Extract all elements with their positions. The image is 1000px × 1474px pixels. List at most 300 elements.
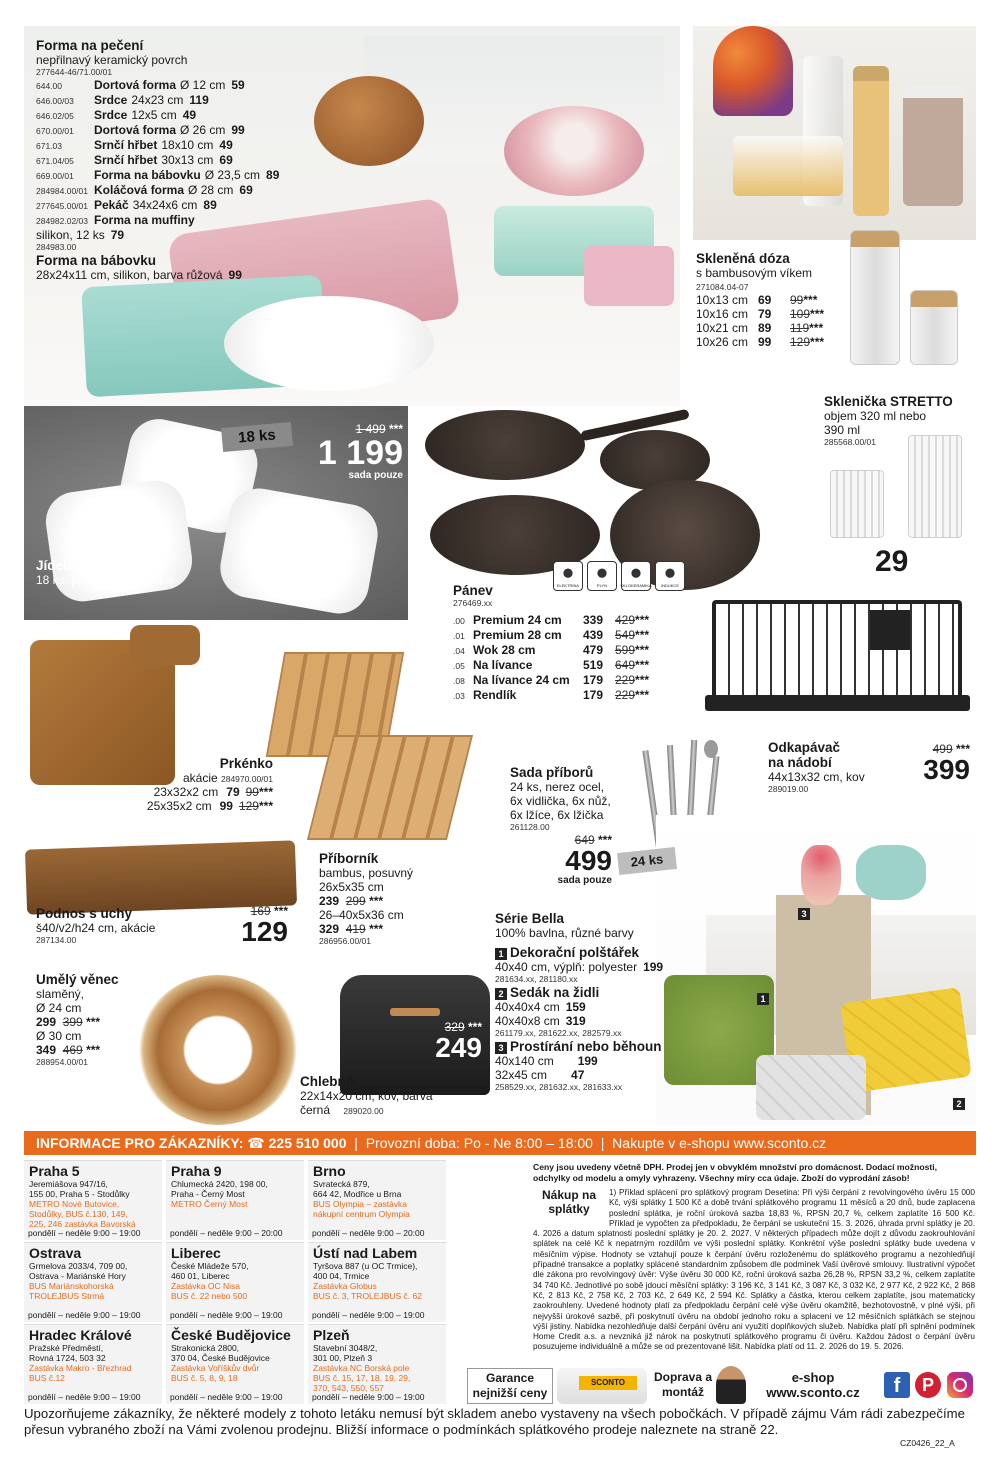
wreath-size-2: Ø 30 cm	[36, 1029, 82, 1043]
store-address-line: METRO Černý Most	[171, 1199, 248, 1209]
organizer-l3: 26–40x5x36 cm	[319, 908, 404, 922]
store-name: Praha 9	[171, 1163, 222, 1179]
organizer-code: 286956.00/01	[319, 936, 371, 946]
bella-badge-2: 2	[495, 988, 507, 1000]
baking-subtitle: nepřilnavý keramický povrch	[36, 53, 188, 67]
bella-title: Série Bella	[495, 911, 565, 926]
baking-row-name: Pekáč	[94, 198, 129, 212]
store-name: Ústí nad Labem	[313, 1245, 418, 1261]
store-name: České Budějovice	[171, 1327, 291, 1343]
board-rows	[123, 785, 273, 813]
board-block	[123, 756, 273, 813]
organizer-block: Příborník bambus, posuvný 26x5x35 cm 239 299 *** 26–40x5x36 cm 329 419 *** 286956.00/01	[319, 851, 499, 947]
baking-row-code: 284984.00/01	[36, 186, 88, 196]
instagram-icon[interactable]	[947, 1372, 973, 1398]
bella-block	[495, 911, 695, 1093]
baking-row-price: 89	[203, 198, 217, 212]
rack-price-block: 499 *** 399	[880, 742, 970, 784]
bella-item-2-line-1: 40x40x4 cm	[495, 1000, 560, 1014]
baking-row-price: 99	[231, 123, 245, 137]
pan-row-stars: ***	[635, 658, 650, 672]
tray-old-price: 169	[250, 904, 271, 918]
bella-photo	[656, 815, 976, 1125]
store-card	[24, 1242, 162, 1322]
store-name: Liberec	[171, 1245, 221, 1261]
plates-code: 283675.00	[134, 576, 175, 586]
store-address-line: BUS č. 22 nebo 500	[171, 1291, 248, 1301]
board-title: Prkénko	[219, 756, 273, 771]
pan-row-old: 229	[615, 673, 636, 687]
info-phone[interactable]: 225 510 000	[268, 1135, 347, 1151]
grey-cushion	[756, 1055, 866, 1120]
baking-row-price: 89	[266, 168, 280, 182]
cutlery-price: 499	[565, 845, 612, 876]
store-address-line: Zastávka OC Nisa	[171, 1281, 240, 1291]
facebook-icon[interactable]: f	[884, 1372, 910, 1398]
bella-item-2-price-1: 159	[565, 1000, 586, 1014]
store-address-line: Zastávka Globus	[313, 1281, 377, 1291]
baking-row-name: Srnčí hřbet	[94, 138, 158, 152]
baking-row-name: Srdce	[94, 108, 128, 122]
jar-row-old: 129	[790, 335, 811, 349]
baking-row	[36, 138, 336, 153]
store-name: Brno	[313, 1163, 346, 1179]
breadbox-price: 249	[435, 1032, 482, 1063]
baking-row-code: 646.00/03	[36, 96, 74, 106]
baking-row-name: Dortová forma	[94, 123, 177, 137]
baking-row-code: 284982.02/03	[36, 216, 88, 226]
store-address-line: BUS č.12	[29, 1373, 65, 1383]
plates-pouze: sada pouze	[348, 470, 403, 481]
wreath-price-1: 299	[36, 1015, 57, 1029]
wreath-old-2: 469	[62, 1043, 83, 1057]
doprava-text: Doprava a montáž	[653, 1370, 713, 1399]
pan-row	[453, 628, 683, 643]
baking-row-name: Forma na bábovku	[94, 168, 201, 182]
store-hours: pondělí – neděle 9:00 – 19:00	[28, 1392, 141, 1402]
cutlery-title: Sada příborů	[510, 765, 594, 780]
silicone-muffin	[584, 246, 674, 306]
store-address-line: Svratecká 879,	[313, 1179, 370, 1189]
baking-code: 277644-46/71.00/01	[36, 67, 113, 77]
cutlery-pouze: sada pouze	[557, 875, 612, 886]
jar-row-stars: ***	[810, 307, 825, 321]
muffin-plate	[224, 296, 434, 391]
store-address-line: METRO Nové Butovice,	[29, 1199, 120, 1209]
store-card	[308, 1242, 446, 1322]
store-address-line: Tyršova 887 (u OC Trmice),	[313, 1261, 418, 1271]
store-card	[308, 1324, 446, 1404]
store-address-line: Grmelova 2033/4, 709 00,	[29, 1261, 128, 1271]
jar-tall	[850, 230, 900, 365]
jar-photo	[693, 26, 976, 240]
bella-item-3-price-1: 199	[577, 1054, 598, 1068]
pan-row-stars: ***	[635, 643, 650, 657]
bella-photo-badge-3: 3	[798, 908, 810, 920]
glass-code: 285568.00/01	[824, 437, 876, 447]
jar-row-price: 69	[758, 293, 772, 307]
store-name: Praha 5	[29, 1163, 80, 1179]
baking-row-price: 69	[239, 183, 253, 197]
info-hours: Provozní doba: Po - Ne 8:00 – 18:00	[365, 1135, 593, 1151]
pan-row-name: Rendlík	[473, 688, 517, 702]
store-card	[308, 1160, 446, 1240]
cooktop-icon-label: SKLOKERAMIKA	[620, 583, 652, 588]
pinterest-icon[interactable]: P	[915, 1372, 941, 1398]
organizer-l2: 26x5x35 cm	[319, 880, 384, 894]
store-address-line: 155 00, Praha 5 - Stodůlky	[29, 1189, 130, 1199]
bella-item-1-code: 281634.xx, 281180.xx	[495, 974, 578, 984]
store-address-line: BUS č. 15, 17, 18, 19, 29,	[313, 1373, 411, 1383]
store-address-line: České Mládeže 570,	[171, 1261, 249, 1271]
board-row-old: 99	[245, 785, 259, 799]
pan-row-name: Na lívance	[473, 658, 533, 672]
bella-item-2-line-2: 40x40x8 cm	[495, 1014, 560, 1028]
store-address-line: Rovná 1724, 503 32	[29, 1353, 106, 1363]
bundt-mold	[504, 106, 644, 196]
bella-photo-badge-2: 2	[953, 1098, 965, 1110]
organizer-old-1: 299	[345, 894, 366, 908]
bella-item-2-title: Sedák na židli	[510, 985, 600, 1000]
page-code: CZ0426_22_A	[900, 1438, 955, 1448]
store-address-line: 301 00, Plzeň 3	[313, 1353, 373, 1363]
pan-row-price: 179	[583, 688, 604, 702]
pan-row-price: 339	[583, 613, 604, 627]
baking-row-price: 59	[231, 78, 245, 92]
pan-row-code: .04	[453, 646, 465, 656]
baking-row-code: 277645.00/01	[36, 201, 88, 211]
teapot	[856, 845, 926, 900]
legal-top: Ceny jsou uvedeny včetně DPH. Prodej jen v obvyklém množství pro domácnost. Dodací možnosti, odchylky od modelu a omyly vyhrazeny. Všechny míry cca údaje. Zboží do vyprodání zásob!	[533, 1162, 937, 1183]
store-address-line: 370 04, České Budějovice	[171, 1353, 270, 1363]
baking-row-code: 644.00	[36, 81, 62, 91]
rack-code: 289019.00	[768, 784, 809, 794]
pan-row-code: .08	[453, 676, 465, 686]
store-card	[166, 1324, 304, 1404]
jar-row-size: 10x16 cm	[696, 307, 749, 321]
store-hours: pondělí – neděle 9:00 – 19:00	[170, 1392, 283, 1402]
bella-item-3-line-2: 32x45 cm	[495, 1068, 548, 1082]
breadbox-l2: černá	[300, 1103, 331, 1117]
pan-code: 276469.xx	[453, 598, 493, 608]
store-address-line: 460 01, Liberec	[171, 1271, 230, 1281]
store-address-line: Zastávka NC Borská pole	[313, 1363, 410, 1373]
baking-row-code: 669.00/01	[36, 171, 74, 181]
rack-sub: 44x13x32 cm, kov	[768, 770, 865, 784]
pan-row-stars: ***	[635, 688, 650, 702]
breadbox-block	[300, 1074, 490, 1117]
babovka-name: Forma na bábovku	[36, 253, 157, 268]
plates-price: 1 199	[317, 434, 403, 472]
store-address-line: Praha - Černý Most	[171, 1189, 245, 1199]
breadbox-code: 289020.00	[343, 1106, 384, 1116]
phone-icon: ☎	[247, 1135, 265, 1151]
jar-row-price: 89	[758, 321, 772, 335]
bella-item-2-code: 261179.xx, 281622.xx, 282579.xx	[495, 1028, 622, 1038]
breadbox-old-price: 329	[444, 1020, 465, 1034]
babovka-spec: 28x24x11 cm, silikon, barva růžová 99	[36, 268, 242, 282]
baking-row	[36, 213, 336, 228]
bella-item-2-price-2: 319	[565, 1014, 586, 1028]
rack-old-price: 499	[932, 742, 953, 756]
jar-row-stars: ***	[809, 321, 824, 335]
garance-box: Garance nejnižší ceny	[467, 1368, 553, 1404]
organizer-price-2: 329	[319, 922, 340, 936]
store-hours: pondělí – neděle 9:00 – 19:00	[312, 1310, 425, 1320]
installment-heading: Nákup na splátky	[541, 1188, 596, 1216]
board-row	[123, 785, 273, 799]
breadbox-l1: 22x14x20 cm, kov, barva	[300, 1089, 433, 1103]
bella-item-1-title: Dekorační polštářek	[510, 945, 640, 960]
pan-row-code: .03	[453, 691, 465, 701]
pan-row-stars: ***	[635, 613, 650, 627]
jar-row-size: 10x13 cm	[696, 293, 749, 307]
pan-row-name: Premium 24 cm	[473, 613, 562, 627]
pan-row-code: .05	[453, 661, 465, 671]
store-address-line: TROLEJBUS Strmá	[29, 1291, 105, 1301]
jar-short	[910, 290, 958, 365]
jar-row-size: 10x26 cm	[696, 335, 749, 349]
store-address-line: 400 04, Trmice	[313, 1271, 370, 1281]
info-label: INFORMACE PRO ZÁKAZNÍKY:	[36, 1135, 244, 1151]
legal-body: 1) Příklad splácení pro splátkový program Desetina: Při výši čerpání z revolvingového úvěru 15 000 Kč, výši splátky 1 500 Kč a době trvání splátkového programu 11 měsíců a 20 dnů, bude zaplacena poslední splátka, je roční úroková sazba 18,83 %, RPSN 20,7 %, celkem zaplatíte 16 500 Kč. Příklad je vypočten za předpokladu, že čerpání se uskuteční 15. 3. 2026, úhrada první splátky je 20. 4. 2026 a datum splatnosti poslední splátky je 20. 2. 2027. V některých případech může dojít z důvodu zaokrouhlování splátek na celé Kč k nepatrným rozdílům ve výši poslední splátky. Konkrétní výše poslední splátky bude uvedena v měsíčním výpise. Hodnoty se vztahují pouze k čerpání úvěru rozloženému do splátkového programu a nezohledňují případné transakce a poplatky splácené standardním způsobem dle podmínek Vaší úvěrové smlouvy. Ilustrativní výpočet dle zákona pro revolvingový úvěr: Výše úvěru 30 000 Kč, roční úroková sazba 26,28 %, RPSN 33,2 %, celkem zaplatíte 34 740 Kč. Jednotlivé po sobě jdoucí měsíční splátky: 3 196 Kč, 3 141 Kč, 3 087 Kč, 3 032 Kč, 2 977 Kč, 2 922 Kč, 2 868 Kč, 2 813 Kč, 2 758 Kč, 2 703 Kč, 2 649 Kč, 2 594 Kč. Splátky a částka, kterou celkem zaplatíte, jsou matematicky zaokrouhleny. Uvedené hodnoty platí za předpokladu čerpání celé výše úvěru okamžitě, bezhotovostně, v plné výši, při nejvyšší úrokové sazbě, při poskytnutí úvěru na období jednoho roku a splacení ve 12 měsíčních splátkách se stejnou výší jistiny. Nabídka nezohledňuje další čerpání úvěru ani využití doplňkových služeb. Nabídka platí při splnění podmínek Home Credit a.s. a nevzniká již nárok na poskytnutí splátkového programu či úvěru. Každou žádost o čerpání úvěru posuzujeme individuálně a může se od prezentované lišit. Nabídka platí od 11. 2. 2026 do 19. 5. 2026.	[533, 1188, 975, 1352]
bella-photo-badge-1: 1	[757, 993, 769, 1005]
pan-row-code: .00	[453, 616, 465, 626]
baking-row-spec: 34x24x6 cm	[132, 198, 198, 212]
wreath-old-1: 399	[62, 1015, 83, 1029]
wreath-code: 288954.00/01	[36, 1057, 88, 1067]
baking-row-code: 670.00/01	[36, 126, 74, 136]
dish-rack	[712, 600, 962, 710]
pan-row-old: 549	[615, 628, 636, 642]
jar-row-price: 79	[758, 307, 772, 321]
pan-row-old: 649	[615, 658, 636, 672]
organizer-l1: bambus, posuvný	[319, 866, 414, 880]
store-address-line: Zastávka Voříškův dvůr	[171, 1363, 260, 1373]
pan-row-code: .01	[453, 631, 465, 641]
jar-row-old: 99	[790, 293, 804, 307]
store-address-line: BUS Olympia – zastávka	[313, 1199, 408, 1209]
plates-sub: 18 ks, porcelán	[36, 573, 118, 587]
baking-row	[36, 168, 336, 183]
rack-title2: na nádobí	[768, 755, 832, 770]
wreath-block: Umělý věnec slaměný, Ø 24 cm 299 399 *** Ø 30 cm 349 469 *** 288954.00/01	[36, 972, 156, 1068]
pink-vase	[801, 845, 841, 905]
eshop-block[interactable]	[752, 1370, 874, 1400]
store-address-line: BUS č. 3, TROLEJBUS č. 62	[313, 1291, 422, 1301]
glass-price: 29	[875, 545, 909, 578]
jar-row	[696, 321, 846, 335]
baking-row-name: Koláčová forma	[94, 183, 185, 197]
wreath	[138, 975, 298, 1125]
tray-sub: š40/v2/h24 cm, akácie	[36, 921, 156, 935]
baking-row-spec: 24x23 cm	[131, 93, 184, 107]
store-address-line: Stavební 3048/2,	[313, 1343, 378, 1353]
jar-rows	[696, 293, 846, 349]
store-hours: pondělí – neděle 9:00 – 19:00	[28, 1228, 141, 1238]
store-address-line: Stodůlky, BUS č.130, 149,	[29, 1209, 128, 1219]
plates-price-block: 1 499 *** 1 199 sada pouze	[298, 422, 403, 481]
bella-item-1-price: 199	[643, 960, 664, 974]
bella-item-3-price-2: 47	[571, 1068, 585, 1082]
cutlery-code: 261128.00	[510, 822, 550, 832]
info-eshop[interactable]: Nakupte v e-shopu www.sconto.cz	[612, 1135, 827, 1151]
baking-row-spec: Ø 23,5 cm	[204, 168, 261, 182]
cutlery-price-block: 649 *** 499 sada pouze	[532, 833, 612, 886]
store-address-line: Ostrava - Mariánské Hory	[29, 1271, 126, 1281]
store-address-line: Chlumecká 2420, 198 00,	[171, 1179, 268, 1189]
tray-title: Podnos s uchy	[36, 906, 133, 921]
baking-row	[36, 153, 336, 168]
van-logo: SCONTO	[579, 1376, 637, 1390]
jar-row-old: 119	[790, 321, 810, 335]
baking-row	[36, 183, 336, 198]
jar-row-size: 10x21 cm	[696, 321, 749, 335]
organizer-title: Příborník	[319, 851, 379, 866]
store-hours: pondělí – neděle 9:00 – 19:00	[28, 1310, 141, 1320]
baking-row-name: Srdce	[94, 93, 128, 107]
tray-price-block: 169 *** 129	[208, 904, 288, 946]
cutlery-block	[510, 765, 650, 833]
store-name: Hradec Králové	[29, 1327, 132, 1343]
store-address-line: 370, 543, 550, 557	[313, 1383, 384, 1393]
store-card	[166, 1160, 304, 1240]
pan-row-name: Na lívance 24 cm	[473, 673, 570, 687]
baking-row-code: 671.04/05	[36, 156, 74, 166]
board-sub: akácie	[182, 771, 218, 785]
cutlery-l1: 24 ks, nerez ocel,	[510, 780, 605, 794]
wreath-title: Umělý věnec	[36, 972, 119, 987]
cutlery-l3: 6x lžíce, 6x lžička	[510, 808, 604, 822]
jar-row-price: 99	[758, 335, 772, 349]
baking-row	[36, 93, 336, 108]
store-hours: pondělí – neděle 9:00 – 20:00	[312, 1228, 425, 1238]
baking-row-spec: 30x13 cm	[161, 153, 214, 167]
jar-row-stars: ***	[810, 335, 825, 349]
pan-row	[453, 673, 683, 688]
plate-3	[216, 484, 383, 618]
store-name: Plzeň	[313, 1327, 350, 1343]
jar-block	[696, 251, 846, 349]
jar-row-stars: ***	[803, 293, 818, 307]
baking-row-spec: Ø 26 cm	[180, 123, 226, 137]
baking-row-spec: 12x5 cm	[131, 108, 177, 122]
board-row-size: 25x35x2 cm	[146, 799, 212, 813]
eshop-url[interactable]: www.sconto.cz	[766, 1385, 860, 1400]
pan-row-price: 519	[583, 658, 604, 672]
plates-text	[36, 558, 336, 587]
pan-row-stars: ***	[635, 673, 650, 687]
board-row-stars: ***	[258, 785, 273, 799]
breadbox-title: Chlebník	[300, 1074, 358, 1089]
pan-row-old: 429	[615, 613, 636, 627]
board-row	[123, 799, 273, 813]
bella-badge-3: 3	[495, 1042, 507, 1054]
glass-block	[824, 394, 974, 448]
pan-row	[453, 658, 683, 673]
board-row-old: 129	[238, 799, 259, 813]
store-hours: pondělí – neděle 9:00 – 20:00	[170, 1228, 283, 1238]
plates-old-price: 1 499	[355, 422, 386, 436]
baking-row-code: 646.02/05	[36, 111, 74, 121]
baking-block	[36, 38, 336, 282]
baking-title: Forma na pečení	[36, 38, 144, 53]
store-name: Ostrava	[29, 1245, 82, 1261]
store-address-line: BUS Mariánskohorská	[29, 1281, 114, 1291]
cooktop-icon-label: INDUKCE	[660, 583, 679, 588]
tray-code: 287134.00	[36, 935, 77, 945]
glass-short	[830, 470, 884, 538]
glass-title: Sklenička STRETTO	[824, 394, 953, 409]
store-address-line: 225, 246 zastávka Bavorská	[29, 1219, 136, 1229]
baking-row-price: 49	[182, 108, 197, 122]
bella-item-3-title: Prostírání nebo běhoun	[510, 1039, 662, 1054]
baking-row-spec: 18x10 cm	[161, 138, 214, 152]
baking-row-name: Srnčí hřbet	[94, 153, 158, 167]
bella-item-3-code: 258529.xx, 281632.xx, 281633.xx	[495, 1082, 623, 1092]
store-card	[24, 1324, 162, 1404]
flower-vase	[713, 26, 793, 116]
glass-tall	[908, 435, 962, 538]
pan-row-name: Wok 28 cm	[473, 643, 536, 657]
board-row-size: 23x32x2 cm	[153, 785, 219, 799]
glass-sub2: 390 ml	[824, 423, 861, 437]
baking-row-spec: Ø 28 cm	[188, 183, 234, 197]
pan-row-old: 599	[615, 643, 636, 657]
wreath-price-2: 349	[36, 1043, 57, 1057]
rack-price: 399	[923, 754, 970, 785]
tray-block	[36, 906, 216, 946]
store-address-line: Strakonická 2800,	[171, 1343, 240, 1353]
baking-row-name: Dortová forma	[94, 78, 177, 92]
board-code: 284970.00/01	[221, 774, 273, 784]
plates-badge: 18 ks	[221, 422, 293, 452]
organizer-price-1: 239	[319, 894, 340, 908]
organizer-old-2: 419	[345, 922, 366, 936]
pan-row-price: 439	[583, 628, 604, 642]
bella-item-1-line: 40x40 cm, výplň: polyester	[495, 960, 638, 974]
cutlery-old-price: 649	[574, 833, 595, 847]
store-card	[24, 1160, 162, 1240]
info-bar: INFORMACE PRO ZÁKAZNÍKY: ☎ 225 510 000 | Provozní doba: Po - Ne 8:00 – 18:00 | Nakupte v e-shopu www.sconto.cz	[24, 1131, 976, 1155]
cutlery-organizer-2	[307, 735, 473, 840]
baking-row	[36, 78, 336, 93]
jar-row	[696, 335, 846, 349]
tray-price: 129	[241, 916, 288, 947]
store-address-line: Jeremiášova 947/16,	[29, 1179, 108, 1189]
breadbox-price-block: 329 *** 249	[392, 1020, 482, 1062]
jar-title: Skleněná dóza	[696, 251, 790, 266]
pan-title: Pánev	[453, 583, 493, 598]
bella-item-3-line-1: 40x140 cm	[495, 1054, 554, 1068]
cutlery-badge: 24 ks	[617, 847, 677, 875]
bella-sub: 100% bavlna, různé barvy	[495, 926, 634, 940]
jar-row-old: 109	[790, 307, 811, 321]
pan-rows	[453, 613, 683, 703]
wreath-size-1: Ø 24 cm	[36, 1001, 82, 1015]
worker-photo	[716, 1366, 746, 1404]
store-address-line: 664 42, Modřice u Brna	[313, 1189, 402, 1199]
baking-row	[36, 108, 336, 123]
baking-row-code: 671.03	[36, 141, 62, 151]
store-hours: pondělí – neděle 9:00 – 19:00	[312, 1392, 425, 1402]
wreath-sub: slaměný,	[36, 987, 85, 1001]
store-address-line: nákupní centrum Olympia	[313, 1209, 410, 1219]
muffin-line: silikon, 12 ks 79	[36, 228, 125, 242]
pan-row-stars: ***	[635, 628, 650, 642]
baking-row-price: 69	[219, 153, 233, 167]
baking-row-spec: Ø 12 cm	[180, 78, 226, 92]
